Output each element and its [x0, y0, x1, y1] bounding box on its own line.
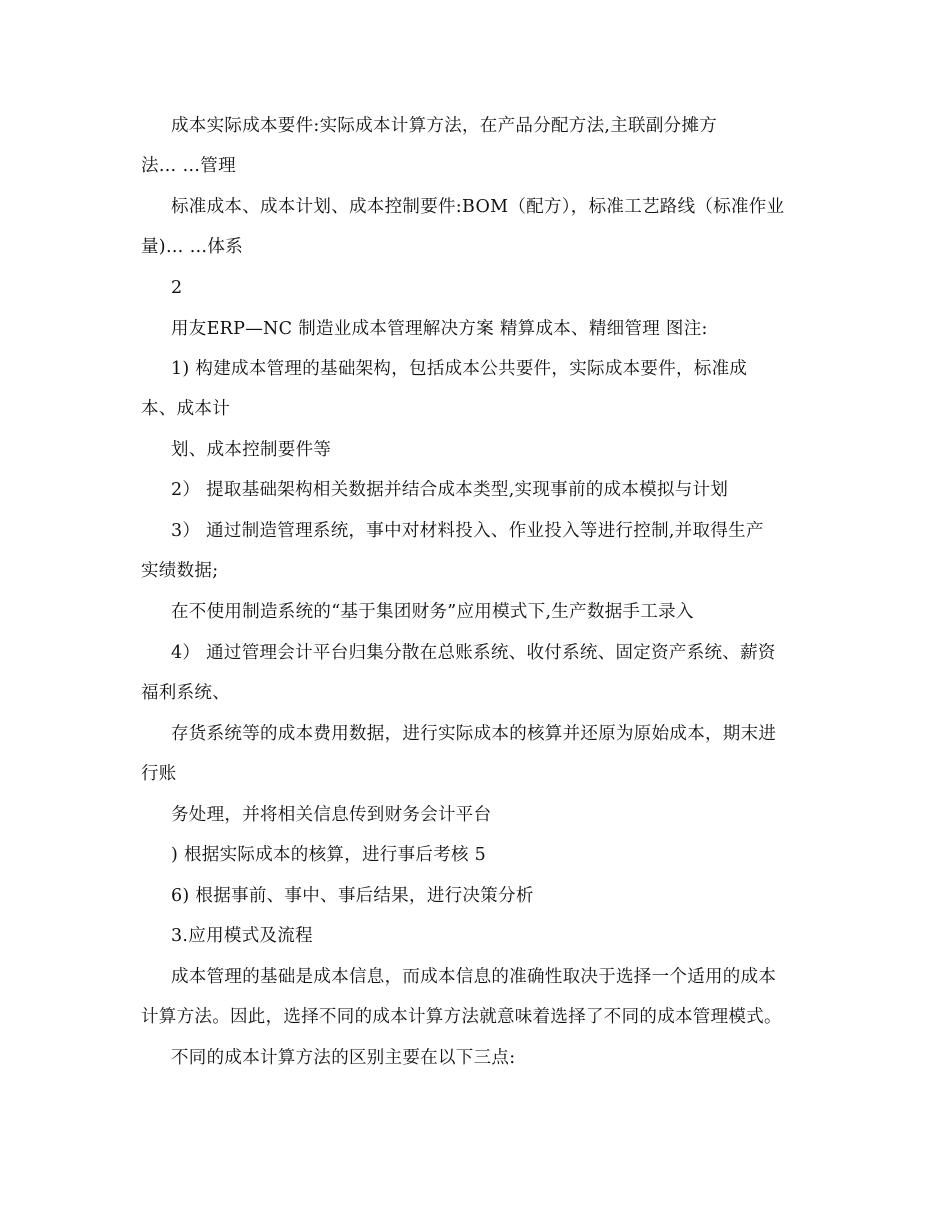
list-item-3: 3） 通过制造管理系统，事中对材料投入、作业投入等进行控制,并取得生产 — [171, 521, 764, 541]
paragraph-line: 成本管理的基础是成本信息，而成本信息的准确性取决于选择一个适用的成本 — [171, 967, 777, 987]
paragraph-line: 计算方法。因此，选择不同的成本计算方法就意味着选择了不同的成本管理模式。 — [141, 1007, 782, 1027]
list-item-1: 1) 构建成本管理的基础架构，包括成本公共要件，实际成本要件，标准成 — [171, 359, 748, 379]
page-number-text: 2 — [171, 278, 183, 298]
list-item-6: 6) 根据事前、事中、事后结果，进行决策分析 — [171, 886, 534, 906]
paragraph-line: 务处理，并将相关信息传到财务会计平台 — [171, 805, 492, 825]
paragraph-line: 法… …管理 — [141, 156, 236, 176]
paragraph-line: 实绩数据; — [141, 561, 219, 581]
paragraph-line: 用友ERP—NC 制造业成本管理解决方案 精算成本、精细管理 图注: — [171, 319, 708, 339]
paragraph-line: 划、成本控制要件等 — [171, 440, 332, 460]
paragraph-line: 成本实际成本要件:实际成本计算方法，在产品分配方法,主联副分摊方 — [171, 116, 718, 136]
list-item-5: ) 根据实际成本的核算，进行事后考核 5 — [171, 845, 487, 865]
paragraph-line: 不同的成本计算方法的区别主要在以下三点: — [171, 1048, 516, 1068]
paragraph-line: 存货系统等的成本费用数据，进行实际成本的核算并还原为原始成本，期末进 — [171, 724, 777, 744]
section-heading: 3.应用模式及流程 — [171, 926, 313, 946]
paragraph-line: 福利系统、 — [141, 683, 230, 703]
list-item-4: 4） 通过管理会计平台归集分散在总账系统、收付系统、固定资产系统、薪资 — [171, 643, 776, 663]
list-item-2: 2） 提取基础架构相关数据并结合成本类型,实现事前的成本模拟与计划 — [171, 480, 729, 500]
paragraph-line: 行账 — [141, 764, 177, 784]
paragraph-line: 量)… …体系 — [141, 237, 243, 257]
paragraph-line: 在不使用制造系统的“基于集团财务”应用模式下,生产数据手工录入 — [171, 602, 694, 622]
paragraph-line: 本、成本计 — [141, 399, 230, 419]
paragraph-line: 标准成本、成本计划、成本控制要件:BOM（配方），标准工艺路线（标准作业 — [171, 197, 785, 217]
